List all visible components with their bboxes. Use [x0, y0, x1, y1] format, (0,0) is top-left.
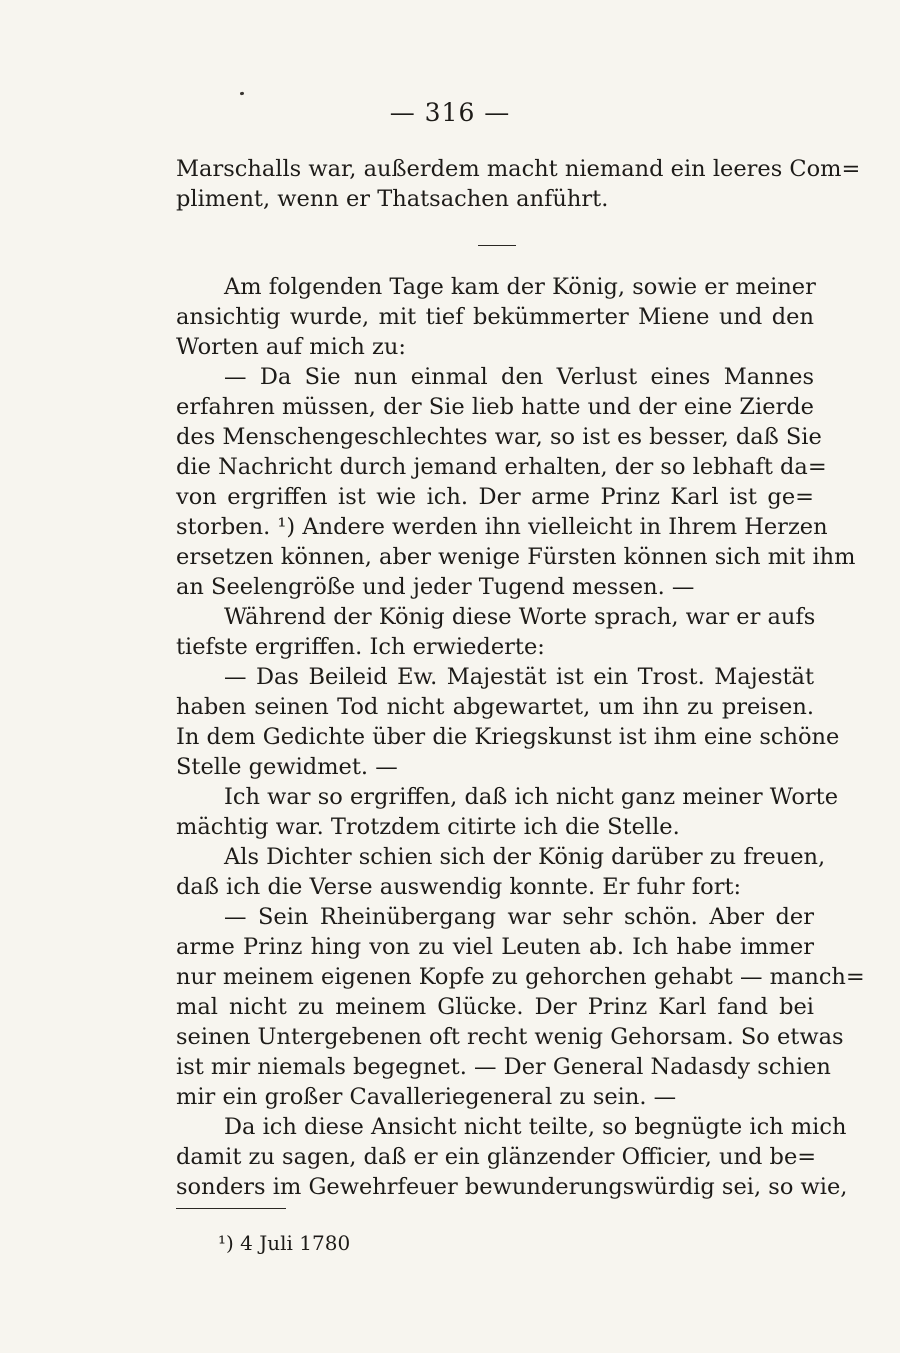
text-line: — Das Beileid Ew. Majestät ist ein Trost. Majestät — [224, 664, 814, 690]
section-divider — [478, 245, 516, 246]
text-line: erfahren müssen, der Sie lieb hatte und der eine Zierde — [176, 394, 814, 420]
text-line: pliment, wenn er Thatsachen anführt. — [176, 186, 609, 212]
text-line: ansichtig wurde, mit tief bekümmerter Miene und den — [176, 304, 814, 330]
text-line: Ich war so ergriffen, daß ich nicht ganz meiner Worte — [224, 784, 839, 810]
footnote: ¹) 4 Juli 1780 — [218, 1231, 351, 1255]
text-line: an Seelengröße und jeder Tugend messen. — — [176, 574, 695, 600]
text-line: nur meinem eigenen Kopfe zu gehorchen gehabt — manch= — [176, 964, 865, 990]
print-speck — [240, 92, 245, 96]
text-line: damit zu sagen, daß er ein glänzender Officier, und be= — [176, 1144, 817, 1170]
text-line: In dem Gedichte über die Kriegskunst ist ihm eine schöne — [176, 724, 840, 750]
text-line: Während der König diese Worte sprach, war er aufs — [224, 604, 816, 630]
text-line: sonders im Gewehrfeuer bewunderungswürdig sei, so wie, — [176, 1174, 848, 1200]
text-line: Marschalls war, außerdem macht niemand ein leeres Com= — [176, 156, 861, 182]
text-line: — Da Sie nun einmal den Verlust eines Mannes — [224, 364, 814, 390]
text-block-continuation — [176, 154, 861, 214]
page-number: — 316 — — [389, 98, 511, 127]
text-line: die Nachricht durch jemand erhalten, der so lebhaft da= — [176, 454, 827, 480]
text-line: ist mir niemals begegnet. — Der General Nadasdy schien — [176, 1054, 831, 1080]
text-line: Stelle gewidmet. — — [176, 754, 398, 780]
text-line: des Menschengeschlechtes war, so ist es besser, daß Sie — [176, 424, 822, 450]
text-line: mir ein großer Cavalleriegeneral zu sein. — — [176, 1084, 677, 1110]
footnote-divider — [176, 1208, 286, 1209]
text-line: seinen Untergebenen oft recht wenig Gehorsam. So etwas — [176, 1024, 844, 1050]
text-line: tiefste ergriffen. Ich erwiederte: — [176, 634, 545, 660]
text-line: — Sein Rheinübergang war sehr schön. Aber der — [224, 904, 814, 930]
text-line: Am folgenden Tage kam der König, sowie er meiner — [224, 274, 816, 300]
text-line: Als Dichter schien sich der König darüber zu freuen, — [224, 844, 826, 870]
text-line: haben seinen Tod nicht abgewartet, um ihn zu preisen. — [176, 694, 814, 720]
text-line: Da ich diese Ansicht nicht teilte, so begnügte ich mich — [224, 1114, 847, 1140]
text-line: mal nicht zu meinem Glücke. Der Prinz Karl fand bei — [176, 994, 814, 1020]
text-line: arme Prinz hing von zu viel Leuten ab. Ich habe immer — [176, 934, 814, 960]
text-block-main — [176, 272, 865, 1202]
text-line: storben. ¹) Andere werden ihn vielleicht in Ihrem Herzen — [176, 514, 828, 540]
text-line: ersetzen können, aber wenige Fürsten können sich mit ihm — [176, 544, 856, 570]
text-line: mächtig war. Trotzdem citirte ich die Stelle. — [176, 814, 680, 840]
text-line: Worten auf mich zu: — [176, 334, 406, 360]
text-line: daß ich die Verse auswendig konnte. Er fuhr fort: — [176, 874, 742, 900]
text-line: von ergriffen ist wie ich. Der arme Prinz Karl ist ge= — [176, 484, 814, 510]
